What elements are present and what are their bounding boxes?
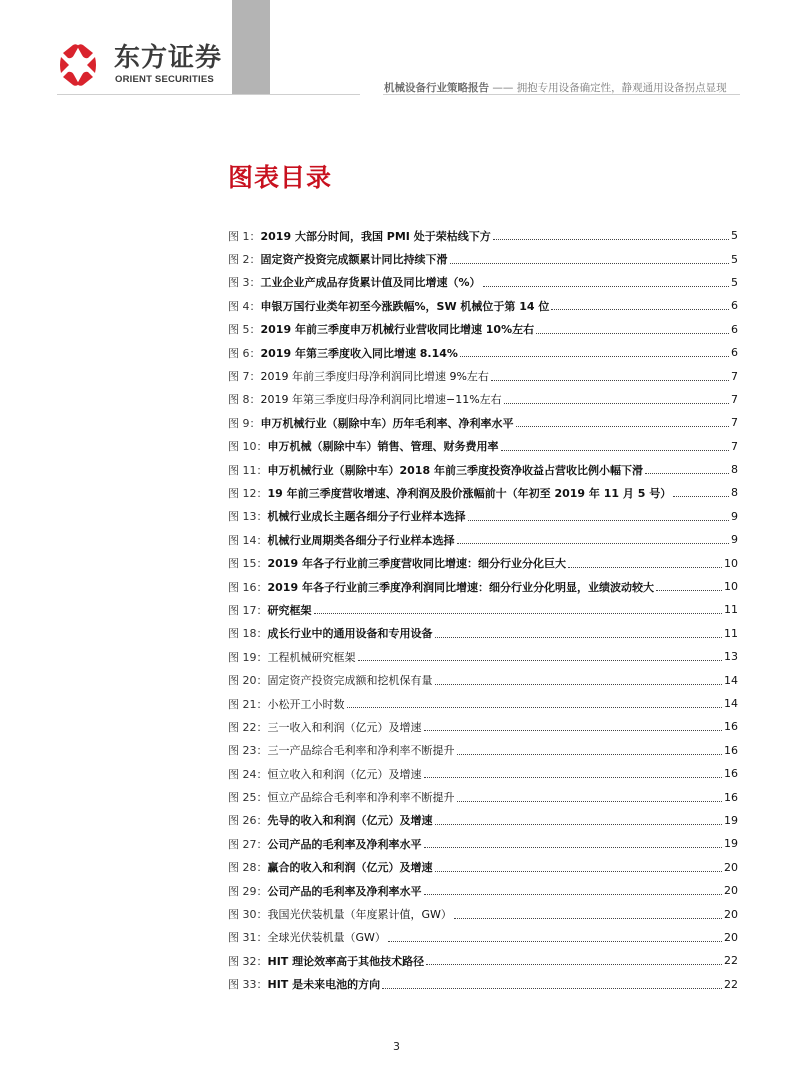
toc-item-prefix: 图 8： (228, 393, 261, 407)
toc-item-prefix: 图 5： (228, 323, 261, 337)
toc-item-prefix: 图 10： (228, 440, 268, 454)
toc-dot-leader (457, 801, 723, 802)
toc-item-title: 固定资产投资完成额累计同比持续下滑 (260, 253, 448, 267)
toc-dot-leader (516, 426, 730, 427)
toc-dot-leader (314, 613, 723, 614)
toc-item-title: 2019 年前三季度申万机械行业营收同比增速 10%左右 (260, 323, 535, 337)
toc-item-page: 16 (724, 767, 738, 781)
logo-chinese-name: 东方证券 (114, 43, 223, 73)
toc-item-title: 三一收入和利润（亿元）及增速 (267, 720, 422, 734)
toc-item-14[interactable] (228, 528, 738, 551)
toc-dot-leader (483, 286, 729, 287)
toc-item-title: 我国光伏装机量（年度累计值，GW） (267, 908, 452, 922)
toc-item-page: 11 (724, 603, 738, 617)
toc-item-prefix: 图 26： (228, 814, 268, 828)
toc-dot-leader (491, 380, 729, 381)
toc-item-prefix: 图 15： (228, 557, 268, 571)
toc-item-4[interactable] (228, 294, 738, 317)
toc-item-page: 7 (731, 416, 738, 430)
toc-item-11[interactable] (228, 458, 738, 481)
toc-dot-leader (454, 918, 722, 919)
toc-item-prefix: 图 32： (228, 954, 268, 968)
toc-item-title: 先导的收入和利润（亿元）及增速 (267, 814, 433, 828)
toc-item-10[interactable] (228, 435, 738, 458)
toc-item-page: 16 (724, 743, 738, 757)
toc-dot-leader (468, 520, 730, 521)
toc-dot-leader (645, 473, 729, 474)
toc-heading: 图表目录 (228, 163, 333, 192)
toc-dot-leader (388, 941, 722, 942)
toc-item-prefix: 图 13： (228, 510, 268, 524)
toc-item-26[interactable] (228, 809, 738, 832)
toc-dot-leader (424, 894, 723, 895)
toc-item-title: 赢合的收入和利润（亿元）及增速 (267, 861, 433, 875)
toc-item-page: 20 (724, 884, 738, 898)
toc-item-prefix: 图 29： (228, 884, 268, 898)
toc-item-title: 2019 年第三季度归母净利润同比增速−11%左右 (260, 393, 502, 407)
toc-item-title: 恒立产品综合毛利率和净利率不断提升 (267, 791, 455, 805)
report-title (384, 80, 727, 95)
toc-item-page: 16 (724, 790, 738, 804)
toc-item-title: 全球光伏装机量（GW） (267, 931, 386, 945)
toc-item-title: 公司产品的毛利率及净利率水平 (267, 884, 422, 898)
toc-item-title: 2019 大部分时间，我国 PMI 处于荣枯线下方 (260, 229, 491, 243)
toc-item-title: HIT 是未来电池的方向 (267, 978, 381, 992)
toc-item-33[interactable] (228, 973, 738, 996)
toc-item-8[interactable] (228, 388, 738, 411)
toc-dot-leader (501, 450, 730, 451)
toc-item-prefix: 图 3： (228, 276, 261, 290)
toc-item-prefix: 图 2： (228, 253, 261, 267)
toc-item-title: 机械行业成长主题各细分子行业样本选择 (267, 510, 466, 524)
toc-item-page: 19 (724, 813, 738, 827)
toc-item-page: 10 (724, 556, 738, 570)
toc-item-page: 9 (731, 509, 738, 523)
toc-item-2[interactable] (228, 247, 738, 270)
toc-dot-leader (424, 730, 723, 731)
toc-item-5[interactable] (228, 318, 738, 341)
toc-dot-leader (551, 309, 729, 310)
toc-item-page: 10 (724, 580, 738, 594)
toc-item-prefix: 图 7： (228, 370, 261, 384)
toc-item-page: 20 (724, 907, 738, 921)
toc-item-page: 8 (731, 486, 738, 500)
toc-item-7[interactable] (228, 364, 738, 387)
toc-item-prefix: 图 17： (228, 603, 268, 617)
toc-item-page: 11 (724, 626, 738, 640)
toc-dot-leader (536, 333, 729, 334)
toc-item-17[interactable] (228, 598, 738, 621)
toc-item-3[interactable] (228, 271, 738, 294)
toc-item-title: 工程机械研究框架 (267, 650, 356, 664)
toc-item-prefix: 图 16： (228, 580, 268, 594)
toc-item-page: 22 (724, 977, 738, 991)
toc-dot-leader (568, 567, 722, 568)
toc-item-prefix: 图 12： (228, 486, 268, 500)
toc-item-16[interactable] (228, 575, 738, 598)
report-title-main: 机械设备行业策略报告 (384, 82, 489, 94)
toc-item-12[interactable] (228, 481, 738, 504)
toc-item-page: 14 (724, 697, 738, 710)
toc-item-6[interactable] (228, 341, 738, 364)
toc-item-page: 6 (731, 322, 738, 336)
toc-item-page: 7 (731, 392, 738, 406)
toc-item-prefix: 图 20： (228, 674, 268, 688)
toc-item-prefix: 图 33： (228, 978, 268, 992)
toc-item-title: 19 年前三季度营收增速、净利润及股价涨幅前十（年初至 2019 年 11 月 5 号） (267, 486, 672, 500)
toc-dot-leader (457, 543, 730, 544)
toc-item-title: 三一产品综合毛利率和净利率不断提升 (267, 744, 455, 758)
toc-item-title: HIT 理论效率高于其他技术路径 (267, 954, 425, 968)
toc-item-page: 16 (724, 720, 738, 734)
toc-dot-leader (426, 964, 722, 965)
toc-item-page: 13 (724, 650, 738, 664)
toc-dot-leader (424, 847, 723, 848)
toc-item-title: 机械行业周期类各细分子行业样本选择 (267, 533, 455, 547)
toc-item-page: 5 (731, 275, 738, 289)
toc-dot-leader (673, 496, 729, 497)
toc-item-prefix: 图 19： (228, 650, 268, 664)
toc-item-title: 2019 年各子行业前三季度营收同比增速：细分行业分化巨大 (267, 557, 566, 571)
toc-item-title: 小松开工小时数 (267, 697, 345, 711)
toc-item-prefix: 图 31： (228, 931, 268, 945)
toc-item-title: 申万机械（剔除中车）销售、管理、财务费用率 (267, 440, 499, 454)
toc-item-9[interactable] (228, 411, 738, 434)
logo-diamond-icon (59, 43, 97, 87)
report-title-subtitle: 拥抱专用设备确定性，静观通用设备拐点显现 (516, 82, 727, 94)
toc-item-prefix: 图 1： (228, 229, 261, 243)
toc-item-title: 2019 年第三季度收入同比增速 8.14% (260, 346, 458, 360)
toc-item-prefix: 图 6： (228, 346, 261, 360)
toc-dot-leader (504, 403, 729, 404)
toc-item-page: 7 (731, 369, 738, 383)
toc-item-page: 6 (731, 346, 738, 360)
page-number: 3 (393, 1040, 400, 1053)
toc-item-prefix: 图 9： (228, 416, 261, 430)
toc-item-21[interactable] (228, 692, 738, 715)
toc-item-prefix: 图 28： (228, 861, 268, 875)
toc-dot-leader (435, 684, 723, 685)
toc-item-title: 恒立收入和利润（亿元）及增速 (267, 767, 422, 781)
toc-item-page: 14 (724, 673, 738, 687)
toc-item-19[interactable] (228, 645, 738, 668)
toc-item-title: 固定资产投资完成额和挖机保有量 (267, 674, 433, 688)
toc-item-title: 研究框架 (267, 603, 312, 617)
report-title-separator: —— (489, 82, 517, 94)
toc-dot-leader (460, 356, 729, 357)
toc-item-title: 工业企业产成品存货累计值及同比增速（%） (260, 276, 481, 290)
toc-dot-leader (358, 660, 723, 661)
toc-item-25[interactable] (228, 785, 738, 808)
toc-item-title: 申银万国行业类年初至今涨跌幅%，SW 机械位于第 14 位 (260, 299, 550, 313)
toc-item-prefix: 图 23： (228, 744, 268, 758)
toc-item-page: 6 (731, 299, 738, 313)
toc-item-prefix: 图 21： (228, 697, 268, 711)
toc-item-page: 5 (731, 252, 738, 266)
toc-dot-leader (347, 707, 723, 708)
toc-item-title: 申万机械行业（剔除中车）历年毛利率、净利率水平 (260, 416, 514, 430)
toc-dot-leader (424, 777, 723, 778)
toc-item-title: 2019 年各子行业前三季度净利润同比增速：细分行业分化明显，业绩波动较大 (267, 580, 654, 594)
toc-item-prefix: 图 30： (228, 908, 268, 922)
toc-item-prefix: 图 27： (228, 837, 268, 851)
toc-dot-leader (457, 754, 723, 755)
toc-dot-leader (435, 637, 723, 638)
toc-item-27[interactable] (228, 832, 738, 855)
orient-securities-logo (59, 43, 224, 89)
toc-item-15[interactable] (228, 551, 738, 574)
toc-item-page: 19 (724, 837, 738, 851)
toc-item-31[interactable] (228, 926, 738, 949)
toc-item-29[interactable] (228, 879, 738, 902)
toc-item-28[interactable] (228, 856, 738, 879)
toc-item-prefix: 图 25： (228, 791, 268, 805)
toc-item-page: 20 (724, 860, 738, 874)
toc-item-prefix: 图 11： (228, 463, 268, 477)
toc-item-prefix: 图 22： (228, 720, 268, 734)
toc-item-prefix: 图 24： (228, 767, 268, 781)
toc-item-prefix: 图 18： (228, 627, 268, 641)
toc-dot-leader (450, 263, 730, 264)
toc-dot-leader (656, 590, 722, 591)
toc-item-18[interactable] (228, 622, 738, 645)
toc-item-page: 20 (724, 930, 738, 944)
header-gray-band (232, 0, 270, 94)
toc-item-page: 7 (731, 439, 738, 453)
toc-item-32[interactable] (228, 949, 738, 972)
header-divider-left (57, 94, 360, 95)
toc-dot-leader (435, 871, 723, 872)
logo-english-name: ORIENT SECURITIES (115, 74, 214, 85)
toc-item-prefix: 图 14： (228, 533, 268, 547)
toc-item-title: 成长行业中的通用设备和专用设备 (267, 627, 433, 641)
toc-item-24[interactable] (228, 762, 738, 785)
toc-item-page: 22 (724, 954, 738, 968)
toc-item-22[interactable] (228, 715, 738, 738)
toc-dot-leader (435, 824, 723, 825)
toc-item-1[interactable] (228, 224, 738, 247)
toc-dot-leader (382, 988, 722, 989)
toc-item-page: 8 (731, 463, 738, 477)
toc-item-23[interactable] (228, 739, 738, 762)
toc-dot-leader (493, 239, 729, 240)
figure-toc-list (228, 224, 738, 996)
toc-item-title: 申万机械行业（剔除中车）2018 年前三季度投资净收益占营收比例小幅下滑 (267, 463, 643, 477)
toc-item-30[interactable] (228, 902, 738, 925)
toc-item-20[interactable] (228, 668, 738, 691)
toc-item-prefix: 图 4： (228, 299, 261, 313)
toc-item-page: 5 (731, 229, 738, 243)
toc-item-13[interactable] (228, 505, 738, 528)
toc-item-page: 9 (731, 533, 738, 547)
toc-item-title: 2019 年前三季度归母净利润同比增速 9%左右 (260, 370, 489, 384)
toc-item-title: 公司产品的毛利率及净利率水平 (267, 837, 422, 851)
